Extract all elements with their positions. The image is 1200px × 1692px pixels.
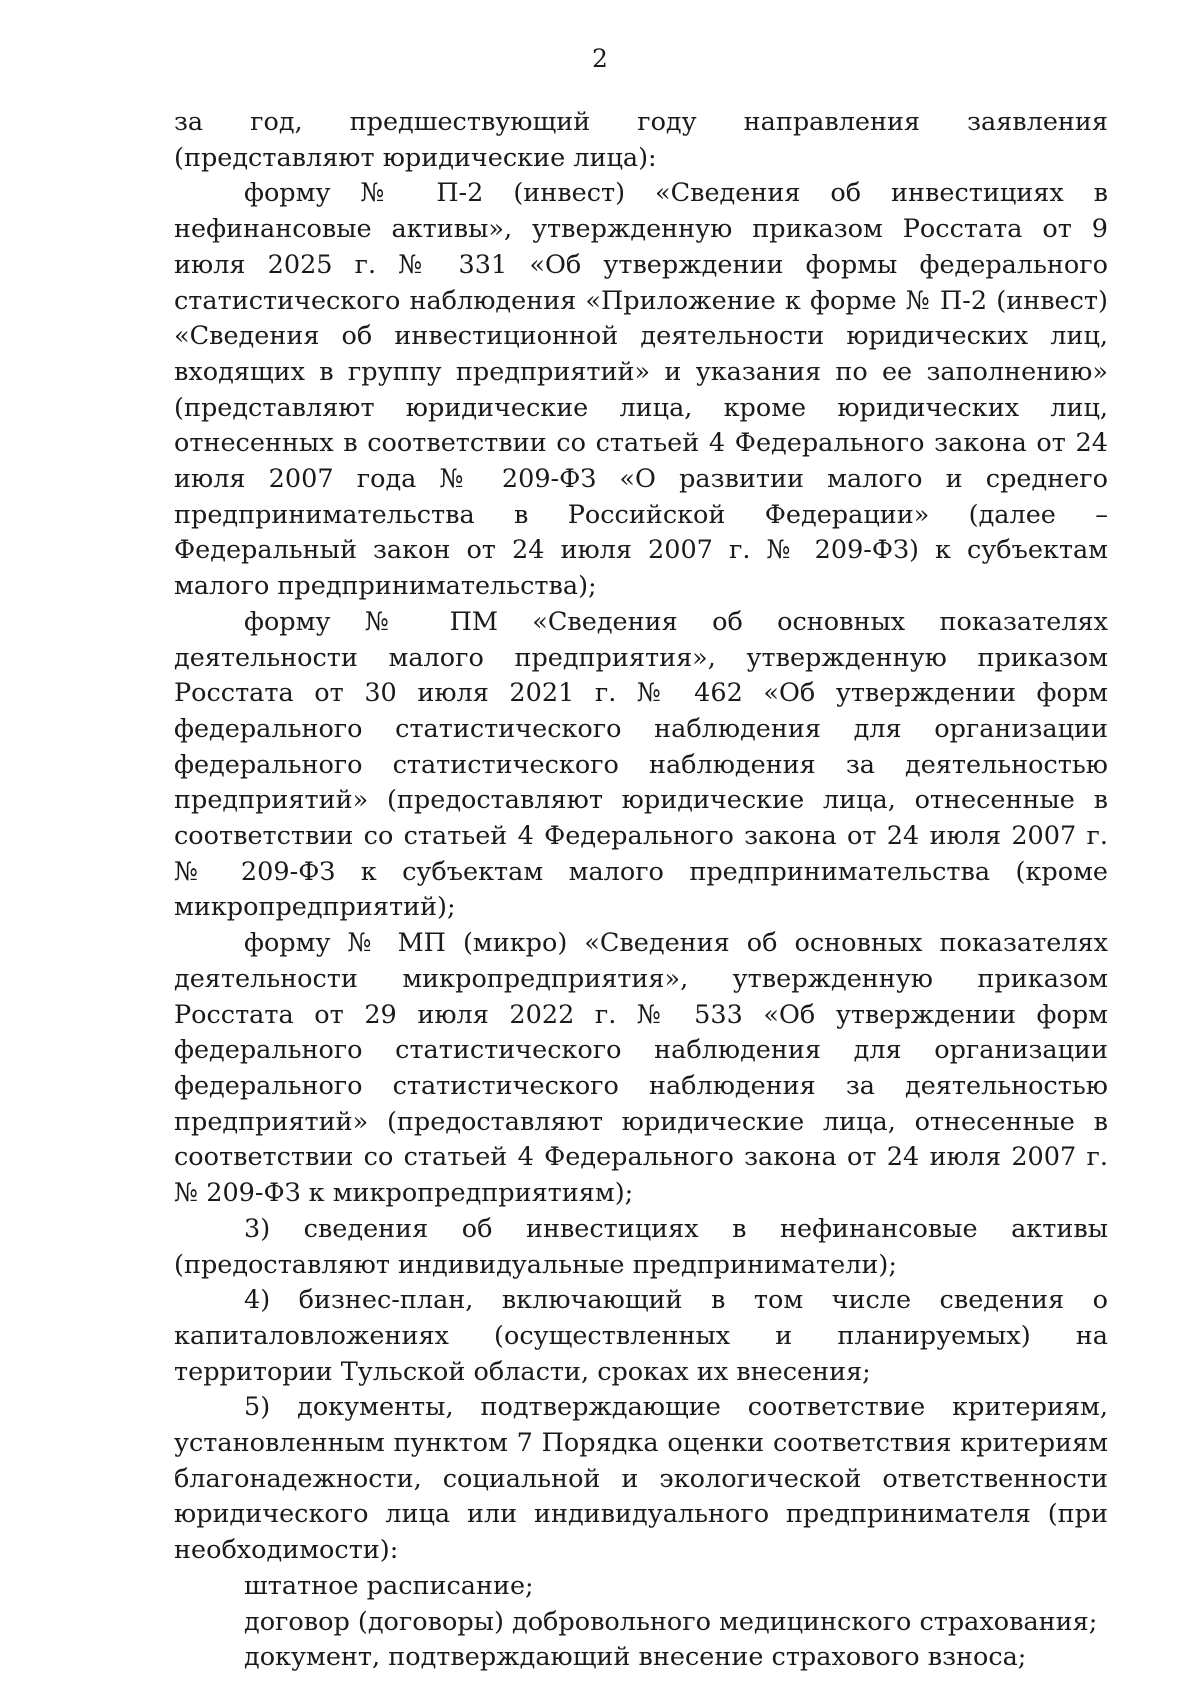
paragraph-form-pm: форму № ПМ «Сведения об основных показателях деятельности малого предприятия», утвержденную приказом Росстата от 30 июля 2021 г. № 462 «Об утверждении форм федерального статистического наблюдения для организации федерального статистического наблюдения за деятельностью предприятий» (предоставляют юридические лица, отнесенные в соответствии со статьей 4 Федерального закона от 24 июля 2007 г. № 209-ФЗ к субъектам малого предпринимательства (кроме микропредприятий); bbox=[174, 606, 1108, 923]
list-item: штатное расписание; bbox=[244, 1570, 534, 1601]
list-item: договор (договоры) добровольного медицинского страхования; bbox=[244, 1606, 1098, 1637]
paragraph-continuation: за год, предшествующий году направления заявления (представляют юридические лица): bbox=[174, 107, 1108, 173]
paragraph-item-3: 3) сведения об инвестициях в нефинансовые активы (предоставляют индивидуальные предприниматели); bbox=[174, 1213, 1108, 1280]
paragraph-item-4: 4) бизнес-план, включающий в том числе сведения о капиталовложениях (осуществленных и планируемых) на территории Тульской области, сроках их внесения; bbox=[174, 1285, 1108, 1387]
document-body bbox=[174, 105, 1108, 1676]
list-item: документ, подтверждающий внесение страхового взноса; bbox=[244, 1642, 1027, 1673]
page-number: 2 bbox=[592, 44, 608, 73]
paragraph-form-mp: форму № МП (микро) «Сведения об основных показателях деятельности микропредприятия», утвержденную приказом Росстата от 29 июля 2022 г. № 533 «Об утверждении форм федерального статистического наблюдения для организации федерального статистического наблюдения за деятельностью предприятий» (предоставляют юридические лица, отнесенные в соответствии со статьей 4 Федерального закона от 24 июля 2007 г. № 209-ФЗ к микропредприятиям); bbox=[174, 928, 1108, 1209]
paragraph-form-p2: форму № П-2 (инвест) «Сведения об инвестициях в нефинансовые активы», утвержденную приказом Росстата от 9 июля 2025 г. № 331 «Об утверждении формы федерального статистического наблюдения «Приложение к форме № П-2 (инвест) «Сведения об инвестиционной деятельности юридических лиц, входящих в группу предприятий» и указания по ее заполнению» (представляют юридические лица, кроме юридических лиц, отнесенных в соответствии со статьей 4 Федерального закона от 24 июля 2007 года № 209-ФЗ «О развитии малого и среднего предпринимательства в Российской Федерации» (далее – Федеральный закон от 24 июля 2007 г. № 209-ФЗ) к субъектам малого предпринимательства); bbox=[174, 178, 1108, 602]
paragraph-item-5: 5) документы, подтверждающие соответствие критериям, установленным пунктом 7 Порядка оценки соответствия критериям благонадежности, социальной и экологической ответственности юридического лица или индивидуального предпринимателя (при необходимости): bbox=[174, 1392, 1108, 1566]
